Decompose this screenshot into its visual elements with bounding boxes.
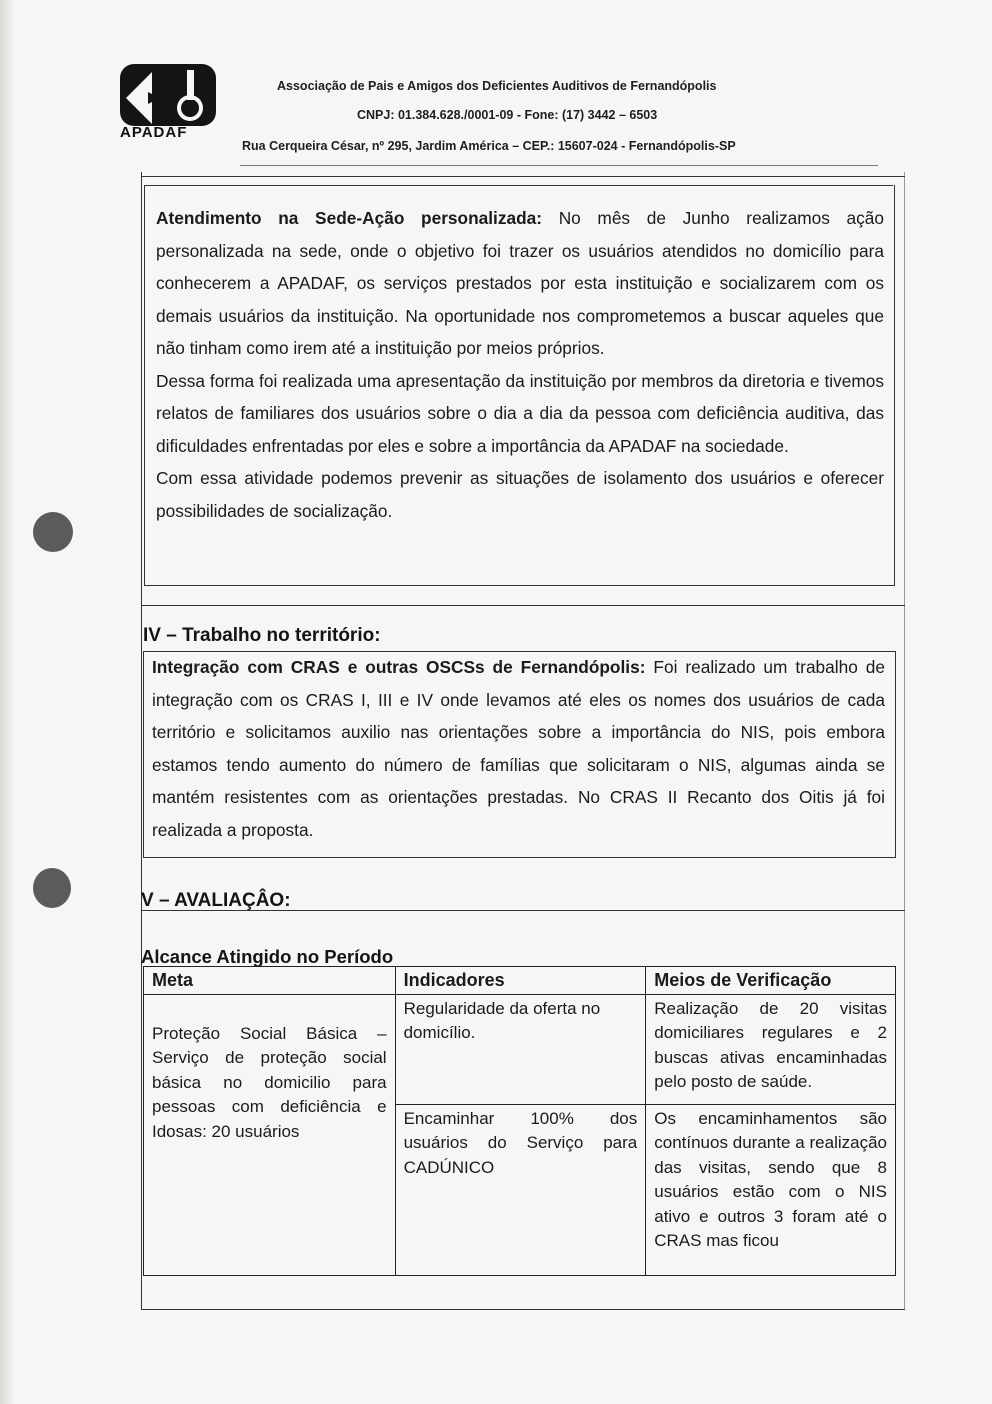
- header-rule: [240, 165, 878, 166]
- territorio-text: Foi realizado um trabalho de integração com os CRAS I, III e IV onde levamos até eles os nomes dos usuários de cada território e solicitamos auxilio nas orientações sobre a importância do NIS, pois embora estamos tendo aumento do número de famílias que solicitaram o NIS, algumas ainda se mantém resistentes com as orientações prestadas. No CRAS II Recanto dos Oitis já foi realizada a proposta.: [152, 657, 885, 840]
- section-v-line: [141, 910, 905, 911]
- territorio-paragraph: [152, 651, 885, 846]
- sede-text-1: No mês de Junho realizamos ação personalizada na sede, onde o objetivo foi trazer os usuários atendidos no domicílio para conhecerem a APADAF, os serviços prestados por esta instituição e socializarem com os demais usuários da instituição. Na oportunidade nos comprometemos a buscar aqueles que não tinham como irem até a instituição por meios próprios.: [156, 208, 884, 358]
- table-header-row: [144, 967, 896, 995]
- frame-right-line: [904, 172, 905, 1310]
- paper-edge-shadow: [0, 0, 14, 1404]
- logo-text: APADAF: [120, 124, 188, 141]
- org-name: Associação de Pais e Amigos dos Deficientes Auditivos de Fernandópolis: [277, 79, 717, 93]
- territorio-title: Integração com CRAS e outras OSCSs de Fernandópolis:: [152, 657, 646, 677]
- org-cnpj-phone: CNPJ: 01.384.628./0001-09 - Fone: (17) 3442 – 6503: [357, 108, 658, 122]
- frame-left-line: [141, 172, 142, 1310]
- indicator-cell: Regularidade da oferta no domicílio.: [395, 994, 646, 1104]
- section-v-heading: V – AVALIAÇÂO:: [141, 890, 291, 911]
- table-row: [144, 994, 896, 1104]
- frame-top-line: [141, 176, 905, 177]
- section-iv-heading: IV – Trabalho no território:: [143, 625, 381, 646]
- sede-title: Atendimento na Sede-Ação personalizada:: [156, 208, 543, 228]
- header-meios: Meios de Verificação: [646, 967, 896, 995]
- frame-bottom-line: [141, 1309, 905, 1310]
- box-sede-top: [144, 185, 893, 186]
- org-address: Rua Cerqueira César, nº 295, Jardim América – CEP.: 15607-024 - Fernandópolis-SP: [242, 139, 736, 153]
- verification-cell: Os encaminhamentos são contínuos durante a realização das visitas, sendo que 8 usuários estão com o NIS ativo e outros 3 foram até o CRAS mas ficou: [646, 1104, 896, 1275]
- evaluation-table: [143, 966, 896, 1276]
- meta-cell: Proteção Social Básica – Serviço de proteção social básica no domicilio para pessoas com deficiência e Idosas: 20 usuários: [144, 994, 396, 1275]
- header-meta: Meta: [144, 967, 396, 995]
- verification-cell: Realização de 20 visitas domiciliares regulares e 2 buscas ativas encaminhadas pelo posto de saúde.: [646, 994, 896, 1104]
- section-v-subheading: Alcance Atingido no Período: [141, 946, 394, 967]
- sede-box-bottom: [141, 605, 905, 606]
- header-indicadores: Indicadores: [395, 967, 646, 995]
- punch-hole-bottom: [33, 868, 71, 908]
- sede-paragraph-1: [156, 202, 884, 365]
- indicator-cell: Encaminhar 100% dos usuários do Serviço para CADÚNICO: [395, 1104, 646, 1275]
- sede-paragraph-3: Com essa atividade podemos prevenir as situações de isolamento dos usuários e oferecer possibilidades de socialização.: [156, 468, 884, 521]
- sede-paragraph-2: Dessa forma foi realizada uma apresentação da instituição por membros da diretoria e tivemos relatos de familiares dos usuários sobre o dia a dia da pessoa com deficiência auditiva, das dificuldades enfrentadas por eles e sobre a importância da APADAF na sociedade.: [156, 370, 884, 456]
- sede-text: [156, 202, 884, 527]
- punch-hole-top: [33, 512, 73, 552]
